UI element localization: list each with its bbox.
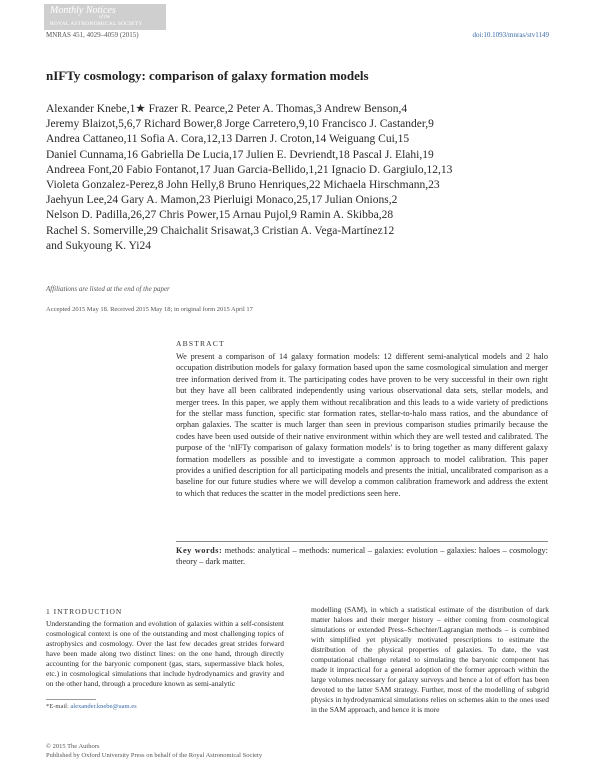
affiliations-note: Affiliations are listed at the end of the paper — [46, 285, 170, 293]
author-line[interactable]: Andreea Font,20 Fabio Fontanot,17 Juan Garcia-Bellido,1,21 Ignacio D. Gargiulo,12,13 — [46, 163, 453, 176]
email-label: *E-mail: — [46, 703, 69, 710]
author-line[interactable]: Jaehyun Lee,24 Gary A. Mamon,23 Pierluigi Monaco,25,17 Julian Onions,2 — [46, 194, 398, 207]
author-line[interactable]: Rachel S. Somerville,29 Chaichalit Srisawat,3 Cristian A. Vega-Martínez12 — [46, 224, 395, 237]
accepted-dates: Accepted 2015 May 18. Received 2015 May 18; in original form 2015 April 17 — [46, 306, 253, 313]
author-line[interactable]: Violeta Gonzalez-Perez,8 John Helly,8 Bruno Henriques,22 Michaela Hirschmann,23 — [46, 179, 440, 192]
keywords-label: Key words: — [176, 546, 223, 555]
author-line[interactable]: Jeremy Blaizot,5,6,7 Richard Bower,8 Jorge Carretero,9,10 Francisco J. Castander,9 — [46, 118, 434, 131]
email-link[interactable]: alexander.knebe@uam.es — [70, 703, 137, 710]
intro-column-left: Understanding the formation and evolution of galaxies within a self-consistent cosmological context is one of the outstanding and most challenging topics of astrophysics and cosmology. Over the last few decades great strides forward have been made along two distinct lines: on the one hand, through directly accounting for the baryonic component (gas, stars, supermassive black holes, etc.) in cosmological simulations that include hydrodynamics and gravity and on the other hand, through a procedure known as semi-analytic — [46, 619, 284, 688]
author-line[interactable]: Nelson D. Padilla,26,27 Chris Power,15 Arnau Pujol,9 Ramin A. Skibba,28 — [46, 209, 394, 222]
author-list — [46, 102, 546, 254]
keywords-divider — [176, 541, 548, 542]
abstract-heading: ABSTRACT — [176, 339, 225, 348]
keywords — [176, 545, 548, 568]
publisher-line: Published by Oxford University Press on behalf of the Royal Astronomical Society — [46, 752, 263, 759]
section-heading: 1 INTRODUCTION — [46, 607, 123, 616]
copyright-notice — [46, 742, 262, 760]
copyright-line: © 2015 The Authors — [46, 743, 100, 750]
logo-line-1: Monthly Notices — [50, 5, 116, 16]
doi-link[interactable]: doi:10.1093/mnras/stv1149 — [472, 31, 549, 39]
abstract-text: We present a comparison of 14 galaxy formation models: 12 different semi-analytical models and 2 halo occupation distribution models for galaxy formation based upon the same cosmological simulation and merger tree information derived from it. The participating codes have proven to be very successful in their own right but they have all been calibrated independently using various observational data sets, stellar models, and merger trees. In this paper, we apply them without recalibration and this leads to a wide variety of predictions for the stellar mass function, specific star formation rates, stellar-to-halo mass ratios, and the abundance of orphan galaxies. The scatter is much larger than seen in previous comparison studies primarily because the codes have been used outside of their native environment within which they are well tested and calibrated. The purpose of the ‘nIFTy comparison of galaxy formation models’ is to bring together as many different galaxy formation modellers as possible and to investigate a common approach to model calibration. This paper provides a unified description for all participating models and presents the initial, uncalibrated comparison as a baseline for our future studies where we will develop a common calibration framework and address the extent to which that reduces the scatter in the model predictions seen here. — [176, 352, 548, 498]
author-line[interactable]: Andrea Cattaneo,11 Sofia A. Cora,12,13 Darren J. Croton,14 Weiguang Cui,15 — [46, 133, 410, 146]
journal-citation: MNRAS 451, 4029–4059 (2015) — [46, 31, 139, 39]
author-line[interactable]: and Sukyoung K. Yi24 — [46, 239, 151, 252]
paper-title: nIFTy cosmology: comparison of galaxy formation models — [46, 68, 369, 83]
intro-column-right: modelling (SAM), in which a statistical estimate of the distribution of dark matter haloes and their merger history – either coming from cosmological simulations or extended Press–Schechter/Lagrangian methods – is combined with simplified yet physically motivated prescriptions to estimate the distribution of the physical properties of galaxies. To date, the vast computational challenge related to simulating the baryonic component has made it impractical for a general adoption of the former approach within the large volumes necessary for galaxy surveys and hence a lot of effort has been devoted to the latter SAM strategy. Further, most of the modelling of subgrid physics in hydrodynamical simulations relies on schemes akin to the ones used in the SAM approach, and hence it is more — [311, 605, 549, 714]
keywords-text: methods: analytical – methods: numerical – galaxies: evolution – galaxies: haloes – cosmology: theory – dark matter. — [176, 546, 548, 567]
footnote-email — [46, 703, 137, 710]
author-line[interactable]: Alexander Knebe,1★ Frazer R. Pearce,2 Peter A. Thomas,3 Andrew Benson,4 — [46, 103, 408, 115]
journal-logo — [44, 4, 166, 30]
footnote-divider — [46, 699, 96, 700]
author-line[interactable]: Daniel Cunnama,16 Gabriella De Lucia,17 Julien E. Devriendt,18 Pascal J. Elahi,19 — [46, 148, 434, 161]
logo-line-2: of the — [99, 15, 111, 20]
logo-line-3: ROYAL ASTRONOMICAL SOCIETY — [50, 21, 143, 27]
